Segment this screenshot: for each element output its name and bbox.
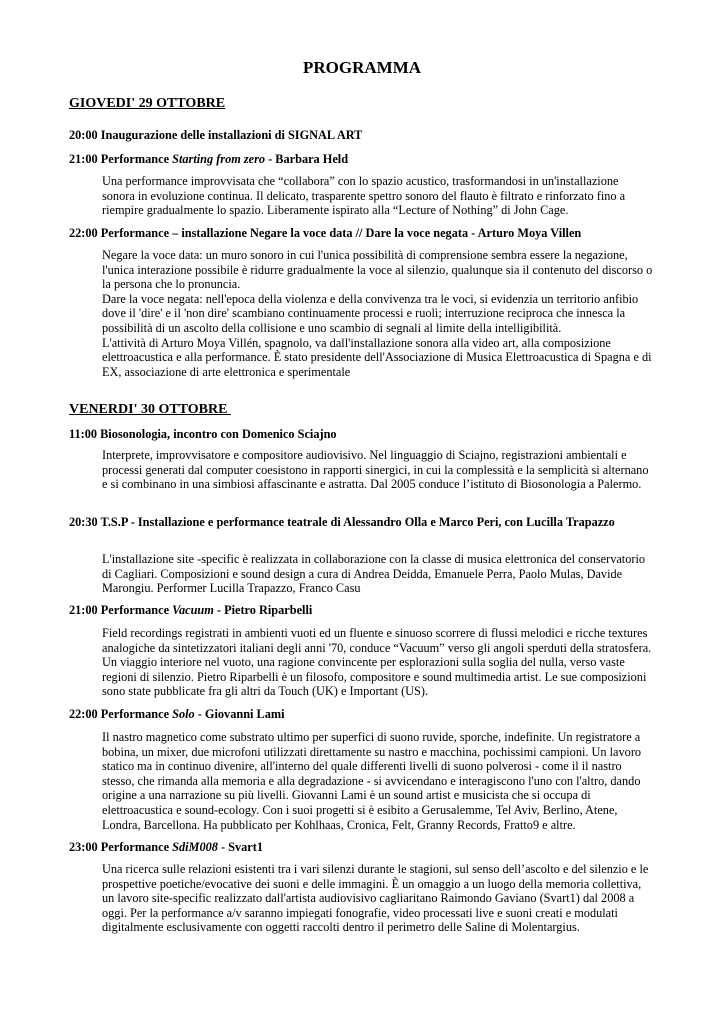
event-work-title: Starting from zero xyxy=(172,152,266,166)
event-artist: - Pietro Riparbelli xyxy=(213,603,313,617)
event-title-text: 22:00 Performance – installazione Negare la voce data // Dare la voce negata - Arturo Moya Villen xyxy=(69,226,582,240)
event-artist: - Barbara Held xyxy=(265,152,349,166)
description-paragraph: L'installazione site -specific è realizzata in collaborazione con la classe di musica elettronica del conservatorio di Cagliari. Composizioni e sound design a cura di Andrea Deidda, Emanuele Perra, Paolo Mulas, Davide Marongiu. Performer Lucilla Trapazzo, Franco Casu xyxy=(102,552,646,596)
description-paragraph: Dare la voce negata: nell'epoca della violenza e della convivenza tra le voci, si evidenzia un territorio anfibio dove il 'dire' e il 'non dire' scambiano continuamente processi e ruoli; interruzione reciproca che innesca la possibilità di un ascolto della collisione e uno scambio di segnali al limite della intelligibilità. xyxy=(102,291,639,335)
event-description xyxy=(102,248,654,379)
event-title xyxy=(69,515,649,530)
day-heading-giovedi: GIOVEDI' 29 OTTOBRE xyxy=(69,96,226,111)
event-title-text: 11:00 Biosonologia, incontro con Domenico Sciajno xyxy=(69,427,337,441)
description-paragraph: Field recordings registrati in ambienti vuoti ed un fluente e sinuoso scorrere di flussi melodici e ricche textures analogiche da sintetizzatori italiani degli anni '70, conduce “Vacuum” verso gli angoli sperduti della stratosfera. Un viaggio interiore nel vuoto, una ragione convincente per esplorazioni sulla soglia del nulla, verso vaste regioni di silenzio. Pietro Riparbelli è un filosofo, compositore e sound multimedia artist. Le sue composizioni sono state pubblicate fra gli altri da Touch (UK) e Important (US). xyxy=(102,626,652,699)
event-title xyxy=(69,427,649,442)
event-description xyxy=(102,862,654,935)
description-paragraph: Il nastro magnetico come substrato ultimo per superfici di suono ruvide, sporche, indefinite. Un registratore a bobina, un mixer, due microfoni utilizzati direttamente su nastro e macchina, pochissimi campioni. Un lavoro statico ma in continuo divenire, all'interno del quale differenti livelli di suono polverosi - come il il nastro stesso, che rimanda alla memoria e alla degradazione - si avvicendano e interagiscono l'uno con l'altro, dando origine a una narrazione su più livelli. Giovanni Lami è un sound artist e musicista che si occupa di elettroacustica e sound-ecology. Con i suoi progetti si è esibito a Gerusalemme, Tel Aviv, Berlino, Atene, Londra, Barcellona. Ha pubblicato per Kohlhaas, Cronica, Felt, Granny Records, Fratto9 e altre. xyxy=(102,730,642,832)
event-description xyxy=(102,626,654,699)
event-title-text: 21:00 Performance xyxy=(69,152,173,166)
day-heading-venerdi: VENERDI' 30 OTTOBRE xyxy=(69,402,231,417)
event-work-title: SdiM008 xyxy=(172,840,218,854)
event-title xyxy=(69,707,649,722)
description-paragraph: Una ricerca sulle relazioni esistenti tra i vari silenzi durante le stagioni, sul senso dell’ascolto e del silenzio e le prospettive poetiche/evocative dei suoni e delle immagini. È un omaggio a un luogo della memoria collettiva, un lavoro site-specific realizzato dall'artista audiovisivo cagliaritano Raimondo Gaviano (Svart1) dal 2008 a oggi. Per la performance a/v saranno impiegati fonografie, video processati live e suoni creati e modulati digitalmente esclusivamente con oggetti raccolti dentro il perimetro delle Saline di Molentargius. xyxy=(102,862,649,935)
event-title-text: 23:00 Performance xyxy=(69,840,173,854)
event-work-title: Solo xyxy=(172,707,195,721)
event-artist: - Svart1 xyxy=(217,840,264,854)
event-title-text: 20:00 Inaugurazione delle installazioni di SIGNAL ART xyxy=(69,128,363,142)
event-description xyxy=(102,448,654,492)
event-title xyxy=(69,128,649,143)
event-title-text: 22:00 Performance xyxy=(69,707,173,721)
description-paragraph: Negare la voce data: un muro sonoro in cui l'unica possibilità di comprensione sembra essere la negazione, l'unica interazione possibile è ridurre gradualmente la voce al silenzio, qualunque sia il contenuto del discorso o la persona che lo pronuncia. xyxy=(102,248,653,292)
event-title xyxy=(69,603,649,618)
event-title xyxy=(69,152,649,167)
description-paragraph: Una performance improvvisata che “collabora” con lo spazio acustico, trasformandosi in un'installazione sonora in evoluzione continua. Il delicato, trasparente spettro sonoro del flauto è filtrato e rinforzato fino a riempire gradualmente lo spazio. Liberamente ispirato alla “Lecture of Nothing” di John Cage. xyxy=(102,174,626,218)
description-paragraph: L'attività di Arturo Moya Villén, spagnolo, va dall'installazione sonora alla video art, alla composizione elettroacustica e alla performance. È stato presidente dell'Associazione di Musica Elettroacustica di Spagna e di EX, associazione di arte elettronica e sperimentale xyxy=(102,335,652,379)
event-title xyxy=(69,840,649,855)
event-description xyxy=(102,552,654,596)
event-description xyxy=(102,174,654,218)
page-title: PROGRAMMA xyxy=(302,58,422,77)
event-title xyxy=(69,226,649,241)
event-artist: - Giovanni Lami xyxy=(194,707,285,721)
event-title-text: 21:00 Performance xyxy=(69,603,173,617)
event-description xyxy=(102,730,654,832)
event-work-title: Vacuum xyxy=(172,603,214,617)
description-paragraph: Interprete, improvvisatore e compositore audiovisivo. Nel linguaggio di Sciajno, registrazioni ambientali e processi generati dal computer coesistono in rapporti sinergici, in cui la complessità e la semplicità si alternano e si combinano in una simbiosi affascinante e astratta. Dal 2005 conduce l’istituto di Biosonologia a Palermo. xyxy=(102,448,649,492)
event-title-text: 20:30 T.S.P - Installazione e performance teatrale di Alessandro Olla e Marco Peri, con Lucilla Trapazzo xyxy=(69,515,615,529)
